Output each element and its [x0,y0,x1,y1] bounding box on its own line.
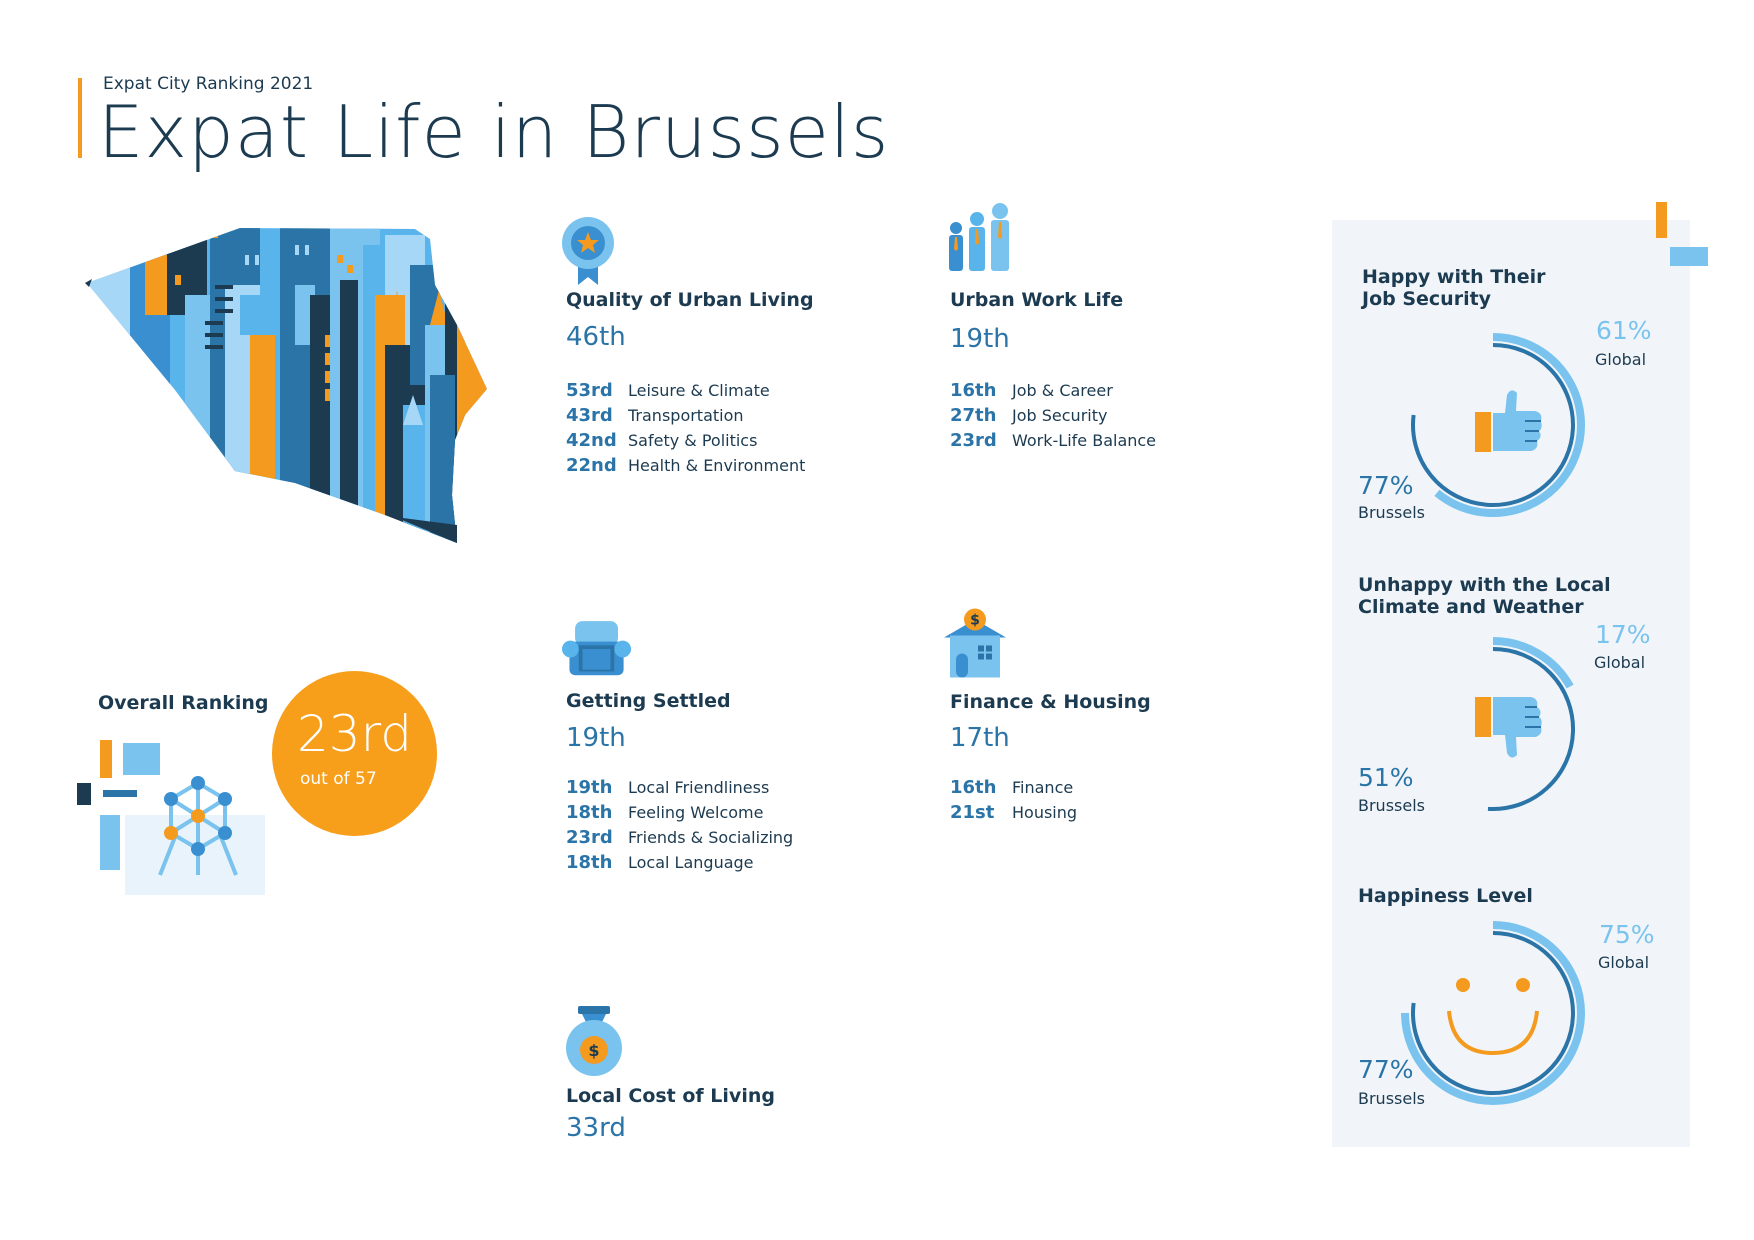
category-title: Finance & Housing [950,691,1151,713]
subcategory-list [566,380,805,480]
subcategory-label: Job Security [1012,406,1108,425]
gauge-global-label: Global [1598,953,1650,972]
subcategory-rank: 53rd [566,380,613,401]
people-icon [945,201,1015,281]
list-item [566,405,805,430]
subcategory-rank: 19th [566,777,613,798]
gauge-local-percent: 77% [1358,1055,1414,1084]
decorative-block [1670,247,1708,266]
subcategory-rank: 21st [950,802,995,823]
list-item [566,380,805,405]
subcategory-rank: 23rd [566,827,613,848]
subcategory-label: Work-Life Balance [1012,431,1157,450]
subcategory-rank: 23rd [950,430,997,451]
happiness-gauge [1393,913,1593,1113]
gauge-global-percent: 17% [1595,620,1651,649]
gauge-title: Unhappy with the Local Climate and Weather [1358,574,1611,618]
gauge-local-label: Brussels [1358,503,1425,522]
smiley-icon [1449,978,1537,1053]
gauge-local-arc [1413,345,1573,505]
job-security-gauge [1393,325,1593,525]
gauge-local-percent: 77% [1358,471,1414,500]
category-rank: 33rd [566,1113,626,1143]
subcategory-label: Feeling Welcome [628,803,764,822]
list-item [950,405,1156,430]
gauge-global-label: Global [1595,350,1647,369]
house-money-icon [940,605,1010,685]
gauge-global-percent: 61% [1596,316,1652,345]
subcategory-label: Job & Career [1012,381,1113,400]
title-accent-bar [78,78,82,158]
subcategory-list [566,777,793,877]
atomium-illustration [75,735,275,895]
list-item [566,777,793,802]
gauge-local-label: Brussels [1358,796,1425,815]
category-title: Getting Settled [566,690,731,712]
overall-ranking-label: Overall Ranking [98,692,269,714]
overall-rank-total: out of 57 [300,769,377,789]
money-bag-icon [560,1000,630,1080]
gauge-local-percent: 51% [1358,763,1414,792]
award-icon [556,213,626,293]
page-title: Expat Life in Brussels [98,90,890,174]
subcategory-label: Health & Environment [628,456,806,475]
armchair-icon [562,610,632,690]
list-item [950,430,1156,455]
list-item [950,380,1156,405]
subcategory-label: Safety & Politics [628,431,758,450]
subcategory-rank: 27th [950,405,997,426]
list-item [566,455,805,480]
page-subtitle: Expat City Ranking 2021 [103,74,314,94]
subcategory-rank: 18th [566,802,613,823]
svg-text:$: $ [588,1041,600,1060]
gauge-title: Happiness Level [1358,885,1533,907]
category-rank: 17th [950,723,1010,753]
gauge-local-label: Brussels [1358,1089,1425,1108]
subcategory-label: Housing [1012,803,1078,822]
subcategory-rank: 16th [950,777,997,798]
subcategory-rank: 43rd [566,405,613,426]
thumbs-down-icon [1475,697,1542,758]
gauge-global-percent: 75% [1599,920,1655,949]
subcategory-rank: 22nd [566,455,617,476]
svg-text:$: $ [970,612,980,629]
list-item [950,802,1077,827]
list-item [566,827,793,852]
subcategory-list [950,777,1077,827]
overall-rank-value: 23rd [296,705,413,763]
subcategory-list [950,380,1156,455]
subcategory-label: Transportation [628,406,744,425]
decorative-block [1656,202,1667,238]
gauge-local-arc [1413,933,1573,1093]
list-item [566,852,793,877]
gauge-title: Happy with Their Job Security [1362,266,1546,310]
subcategory-rank: 18th [566,852,613,873]
subcategory-label: Finance [1012,778,1074,797]
overall-ranking-badge [272,671,437,836]
subcategory-label: Friends & Socializing [628,828,794,847]
category-title: Local Cost of Living [566,1085,775,1107]
category-rank: 19th [950,324,1010,354]
subcategory-rank: 16th [950,380,997,401]
gauge-global-label: Global [1594,653,1646,672]
category-title: Urban Work Life [950,289,1124,311]
category-title: Quality of Urban Living [566,289,814,311]
list-item [566,430,805,455]
subcategory-rank: 42nd [566,430,617,451]
subcategory-label: Local Language [628,853,754,872]
category-rank: 19th [566,723,626,753]
list-item [950,777,1077,802]
thumbs-up-icon [1475,390,1542,452]
subcategory-label: Leisure & Climate [628,381,770,400]
gauge-global-arc [1405,925,1581,1101]
list-item [566,802,793,827]
subcategory-label: Local Friendliness [628,778,770,797]
category-rank: 46th [566,322,626,352]
brussels-skyline-illustration [85,225,495,545]
